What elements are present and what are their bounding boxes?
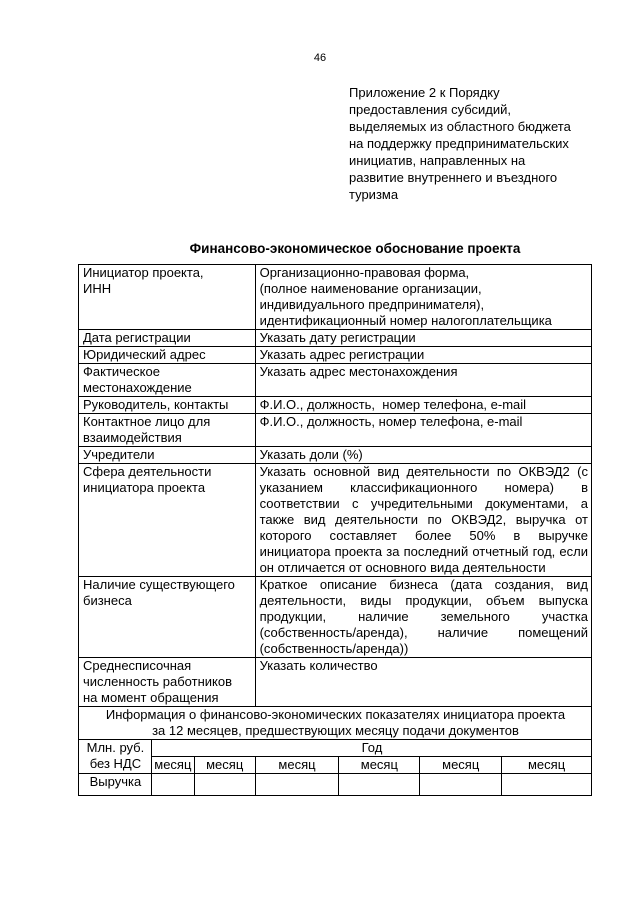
month-header: месяц bbox=[151, 757, 194, 774]
table-row bbox=[79, 330, 592, 347]
table-row bbox=[79, 265, 592, 330]
revenue-cell bbox=[151, 774, 194, 796]
table-row bbox=[79, 464, 592, 577]
table-row bbox=[79, 347, 592, 364]
month-header: месяц bbox=[339, 757, 420, 774]
revenue-cell bbox=[420, 774, 502, 796]
row-label-contact-person: Контактное лицо для взаимодействия bbox=[79, 414, 256, 447]
appendix-note: Приложение 2 к Порядку предоставления субсидий, выделяемых из областного бюджета на поддержку предпринимательских инициатив, направленных на развитие внутреннего и въездного туризма bbox=[349, 85, 571, 202]
row-value-head-contacts: Ф.И.О., должность, номер телефона, e-mail bbox=[255, 397, 591, 414]
table-row bbox=[79, 397, 592, 414]
row-label-initiator: Инициатор проекта, ИНН bbox=[79, 265, 256, 330]
month-header: месяц bbox=[194, 757, 255, 774]
month-header: месяц bbox=[420, 757, 502, 774]
row-label-actual-location: Фактическое местонахождение bbox=[79, 364, 256, 397]
revenue-cell bbox=[255, 774, 339, 796]
table-row bbox=[79, 658, 592, 707]
row-value-founders: Указать доли (%) bbox=[255, 447, 591, 464]
row-value-activity-sphere: Указать основной вид деятельности по ОКВЭД2 (с указанием классификационного номера) в соответствии с учредительными документами, а также вид деятельности по ОКВЭД2, выручка от которого составляет более 50% в выручке инициатора проекта за последний отчетный год, если он отличается от основного вида деятельности bbox=[255, 464, 591, 577]
row-label-activity-sphere: Сфера деятельности инициатора проекта bbox=[79, 464, 256, 577]
month-header: месяц bbox=[255, 757, 339, 774]
row-value-reg-date: Указать дату регистрации bbox=[255, 330, 591, 347]
table-row bbox=[79, 707, 592, 740]
revenue-label: Выручка bbox=[79, 774, 152, 796]
table-row bbox=[79, 447, 592, 464]
table-row bbox=[79, 577, 592, 658]
row-label-existing-business: Наличие существующего бизнеса bbox=[79, 577, 256, 658]
table-row bbox=[79, 740, 592, 757]
financial-info-heading: Информация о финансово-экономических показателях инициатора проекта за 12 месяцев, предшествующих месяцу подачи документов bbox=[79, 707, 592, 740]
row-value-actual-location: Указать адрес местонахождения bbox=[255, 364, 591, 397]
month-header: месяц bbox=[502, 757, 592, 774]
project-info-table bbox=[78, 264, 592, 796]
unit-label: Млн. руб. без НДС bbox=[79, 740, 152, 774]
row-value-initiator: Организационно-правовая форма, (полное наименование организации, индивидуального предпринимателя), идентификационный номер налогоплательщика bbox=[255, 265, 591, 330]
row-label-reg-date: Дата регистрации bbox=[79, 330, 256, 347]
row-label-founders: Учредители bbox=[79, 447, 256, 464]
row-value-contact-person: Ф.И.О., должность, номер телефона, e-mail bbox=[255, 414, 591, 447]
table-row bbox=[79, 414, 592, 447]
revenue-cell bbox=[339, 774, 420, 796]
revenue-cell bbox=[194, 774, 255, 796]
row-value-existing-business: Краткое описание бизнеса (дата создания, вид деятельности, виды продукции, объем выпуска продукции, наличие земельного участка (собственность/аренда), наличие помещений (собственность/аренда)) bbox=[255, 577, 591, 658]
row-value-headcount: Указать количество bbox=[255, 658, 591, 707]
table-row bbox=[79, 364, 592, 397]
page-number: 46 bbox=[313, 52, 327, 64]
row-label-headcount: Среднесписочная численность работников на момент обращения bbox=[79, 658, 256, 707]
year-label: Год bbox=[151, 740, 591, 757]
table-row bbox=[79, 774, 592, 796]
revenue-cell bbox=[502, 774, 592, 796]
row-label-legal-address: Юридический адрес bbox=[79, 347, 256, 364]
document-title: Финансово-экономическое обоснование проекта bbox=[189, 241, 521, 256]
row-value-legal-address: Указать адрес регистрации bbox=[255, 347, 591, 364]
table-row bbox=[79, 757, 592, 774]
row-label-head-contacts: Руководитель, контакты bbox=[79, 397, 256, 414]
